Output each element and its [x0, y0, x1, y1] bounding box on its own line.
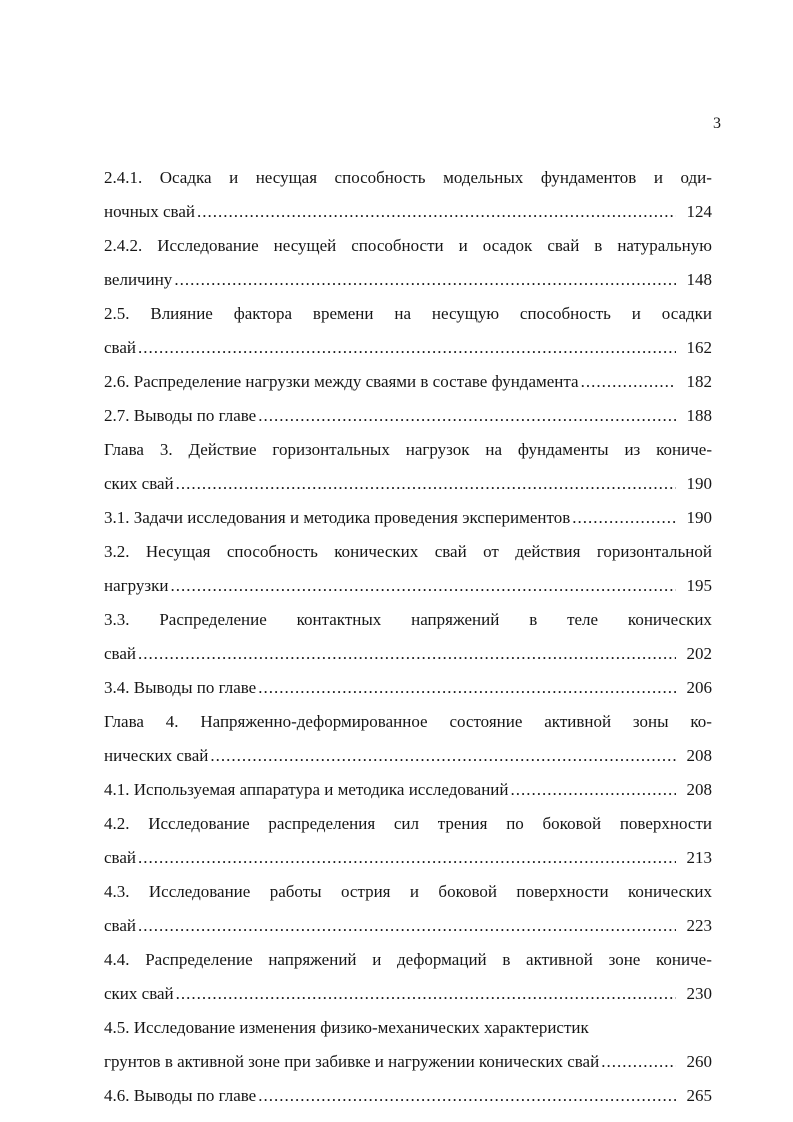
toc-last-line [104, 467, 712, 501]
toc-word: кониче- [656, 440, 712, 459]
toc-line [104, 297, 712, 331]
toc-line [104, 943, 712, 977]
toc-word: Несущая [145, 542, 211, 561]
toc-word: в [594, 236, 603, 255]
toc-entry-title: грунтов в активной зоне при забивке и нагружении конических свай [104, 1052, 600, 1071]
toc-last-line [104, 1079, 712, 1113]
toc-entry [104, 229, 712, 297]
toc-word: распределения [268, 814, 376, 833]
leader-dots [176, 467, 676, 501]
toc-page-number: 162 [686, 338, 712, 357]
toc-word: деформаций [397, 950, 487, 969]
toc-entry-title: нагрузки [104, 576, 169, 595]
toc-last-line [104, 1045, 712, 1079]
toc-word: свай [434, 542, 467, 561]
toc-entry-title: 2.7. Выводы по главе [104, 406, 257, 425]
toc-line [104, 229, 712, 263]
toc-last-line [104, 739, 712, 773]
toc-word: ко- [690, 712, 712, 731]
toc-line [104, 433, 712, 467]
toc-word: и [409, 882, 420, 901]
toc-last-line [104, 501, 712, 535]
toc-word: поверхности [516, 882, 609, 901]
toc-page-number: 202 [686, 644, 712, 663]
toc-word: модельных [443, 168, 524, 187]
toc-word: Исследование [148, 814, 250, 833]
toc-entry [104, 399, 712, 433]
toc-page-number: 188 [686, 406, 712, 425]
toc-page-number: 190 [686, 474, 712, 493]
toc-word: и [631, 304, 641, 323]
toc-last-line [104, 569, 712, 603]
leader-dots [581, 365, 676, 399]
leader-dots [170, 569, 676, 603]
toc-entry-title: 4.6. Выводы по главе [104, 1086, 257, 1105]
toc-entry-title: 3.4. Выводы по главе [104, 678, 257, 697]
toc-line [104, 705, 712, 739]
toc-entry [104, 535, 712, 603]
toc-word: действия [515, 542, 581, 561]
toc-last-line [104, 977, 712, 1011]
toc-word: Распределение [145, 950, 253, 969]
leader-dots [176, 977, 676, 1011]
toc-entry [104, 501, 712, 535]
toc-word: Осадка [159, 168, 212, 187]
toc-word: боковой [542, 814, 602, 833]
toc-word: времени [312, 304, 374, 323]
toc-line [104, 161, 712, 195]
toc-word: Действие [188, 440, 257, 459]
toc-entry [104, 705, 712, 773]
toc-word: сил [393, 814, 420, 833]
leader-dots [258, 399, 676, 433]
toc-word: 2.4.2. [104, 236, 143, 255]
toc-entry [104, 433, 712, 501]
leader-dots [174, 263, 676, 297]
toc-word: трения [437, 814, 488, 833]
toc-word: фактора [233, 304, 293, 323]
toc-page-number: 148 [686, 270, 712, 289]
toc-entry [104, 365, 712, 399]
toc-word: на [394, 304, 412, 323]
toc-page-number: 213 [686, 848, 712, 867]
toc-word: по [506, 814, 524, 833]
toc-entry-title: 2.6. Распределение нагрузки между сваями в составе фундамента [104, 372, 579, 391]
toc-word: несущую [431, 304, 500, 323]
toc-word: Напряженно-деформированное [200, 712, 428, 731]
toc-word: нагрузок [405, 440, 470, 459]
toc-last-line [104, 841, 712, 875]
toc-entry [104, 1011, 712, 1079]
toc-word: 2.4.1. [104, 168, 143, 187]
toc-word: напряжений [268, 950, 357, 969]
toc-last-line [104, 637, 712, 671]
toc-word: Исследование [148, 882, 251, 901]
toc-page-number: 260 [686, 1052, 712, 1071]
toc-word: натуральную [617, 236, 712, 255]
toc-entry [104, 671, 712, 705]
toc-word: свай [547, 236, 580, 255]
toc-entry-title: ночных свай [104, 202, 195, 221]
toc-word: активной [544, 712, 612, 731]
toc-word: осадки [661, 304, 712, 323]
toc-word: на [485, 440, 503, 459]
toc-entry [104, 943, 712, 1011]
toc-word: Распределение [159, 610, 267, 629]
toc-word: несущей [273, 236, 337, 255]
toc-entry-title: нических свай [104, 746, 209, 765]
toc-word: оди- [680, 168, 712, 187]
toc-word: конических [334, 542, 419, 561]
toc-word: несущая [255, 168, 318, 187]
toc-word: способность [226, 542, 318, 561]
table-of-contents [104, 161, 712, 1113]
toc-page-number: 206 [686, 678, 712, 697]
toc-line [104, 603, 712, 637]
toc-word: в [502, 950, 511, 969]
toc-word: зоны [632, 712, 669, 731]
toc-word: конических [627, 610, 712, 629]
toc-word: острия [340, 882, 391, 901]
toc-word: 3.2. [104, 542, 130, 561]
leader-dots [138, 909, 676, 943]
toc-page-number: 195 [686, 576, 712, 595]
toc-entry [104, 1079, 712, 1113]
leader-dots [210, 739, 676, 773]
toc-word: контактных [296, 610, 382, 629]
toc-word: и [653, 168, 663, 187]
toc-page-number: 265 [686, 1086, 712, 1105]
toc-entry [104, 875, 712, 943]
toc-page-number: 208 [686, 746, 712, 765]
toc-word: 3.3. [104, 610, 130, 629]
toc-page-number: 190 [686, 508, 712, 527]
toc-line [104, 1011, 712, 1045]
toc-last-line [104, 263, 712, 297]
leader-dots [572, 501, 676, 535]
toc-word: 4.4. [104, 950, 130, 969]
leader-dots [258, 1079, 676, 1113]
toc-entry-title: свай [104, 644, 136, 663]
toc-last-line [104, 399, 712, 433]
toc-line [104, 535, 712, 569]
toc-entry-title: ских свай [104, 474, 174, 493]
leader-dots [138, 637, 676, 671]
toc-word: зоне [608, 950, 641, 969]
toc-word: горизонтальной [596, 542, 712, 561]
toc-word: способности [351, 236, 444, 255]
toc-last-line [104, 773, 712, 807]
toc-entry-title: 4.1. Используемая аппаратура и методика исследований [104, 780, 509, 799]
toc-word: напряжений [411, 610, 500, 629]
toc-word: Глава [104, 712, 144, 731]
toc-page-number: 230 [686, 984, 712, 1003]
toc-word: конических [627, 882, 712, 901]
toc-word: Исследование [157, 236, 259, 255]
toc-word: поверхности [619, 814, 712, 833]
toc-word: и [458, 236, 468, 255]
leader-dots [138, 331, 676, 365]
toc-word: Влияние [150, 304, 213, 323]
leader-dots [510, 773, 676, 807]
toc-word: кониче- [656, 950, 712, 969]
toc-word: от [483, 542, 499, 561]
toc-line [104, 807, 712, 841]
toc-word: Глава [104, 440, 144, 459]
toc-word: и [372, 950, 382, 969]
toc-word: горизонтальных [272, 440, 390, 459]
toc-word: фундаментов [540, 168, 637, 187]
toc-entry [104, 603, 712, 671]
toc-last-line [104, 195, 712, 229]
toc-word: работы [269, 882, 322, 901]
toc-entry-title: свай [104, 916, 136, 935]
toc-entry-title: свай [104, 338, 136, 357]
toc-last-line [104, 671, 712, 705]
toc-entry-title: 3.1. Задачи исследования и методика проведения экспериментов [104, 508, 571, 527]
page-number: 3 [713, 115, 721, 132]
leader-dots [258, 671, 676, 705]
toc-page-number: 223 [686, 916, 712, 935]
toc-entry [104, 807, 712, 875]
toc-word: состояние [449, 712, 523, 731]
leader-dots [601, 1045, 676, 1079]
toc-word: 4. [165, 712, 179, 731]
toc-word: способность [334, 168, 426, 187]
toc-word: фундаменты [517, 440, 609, 459]
toc-last-line [104, 331, 712, 365]
toc-line [104, 875, 712, 909]
toc-word: способность [519, 304, 611, 323]
toc-last-line [104, 365, 712, 399]
toc-word: боковой [438, 882, 497, 901]
toc-entry [104, 297, 712, 365]
toc-entry-title: свай [104, 848, 136, 867]
toc-word: в [529, 610, 538, 629]
leader-dots [138, 841, 676, 875]
toc-line-text: 4.5. Исследование изменения физико-механических характеристик [104, 1018, 589, 1037]
toc-entry [104, 161, 712, 229]
toc-page-number: 182 [686, 372, 712, 391]
toc-page-number: 124 [686, 202, 712, 221]
toc-word: 2.5. [104, 304, 130, 323]
leader-dots [197, 195, 676, 229]
toc-word: теле [567, 610, 599, 629]
toc-entry [104, 773, 712, 807]
toc-word: из [624, 440, 641, 459]
toc-word: 4.2. [104, 814, 130, 833]
toc-page-number: 208 [686, 780, 712, 799]
toc-entry-title: ских свай [104, 984, 174, 1003]
toc-last-line [104, 909, 712, 943]
toc-word: осадок [482, 236, 533, 255]
toc-entry-title: величину [104, 270, 173, 289]
toc-word: и [229, 168, 239, 187]
toc-word: активной [526, 950, 593, 969]
toc-word: 4.3. [104, 882, 130, 901]
toc-word: 3. [159, 440, 173, 459]
